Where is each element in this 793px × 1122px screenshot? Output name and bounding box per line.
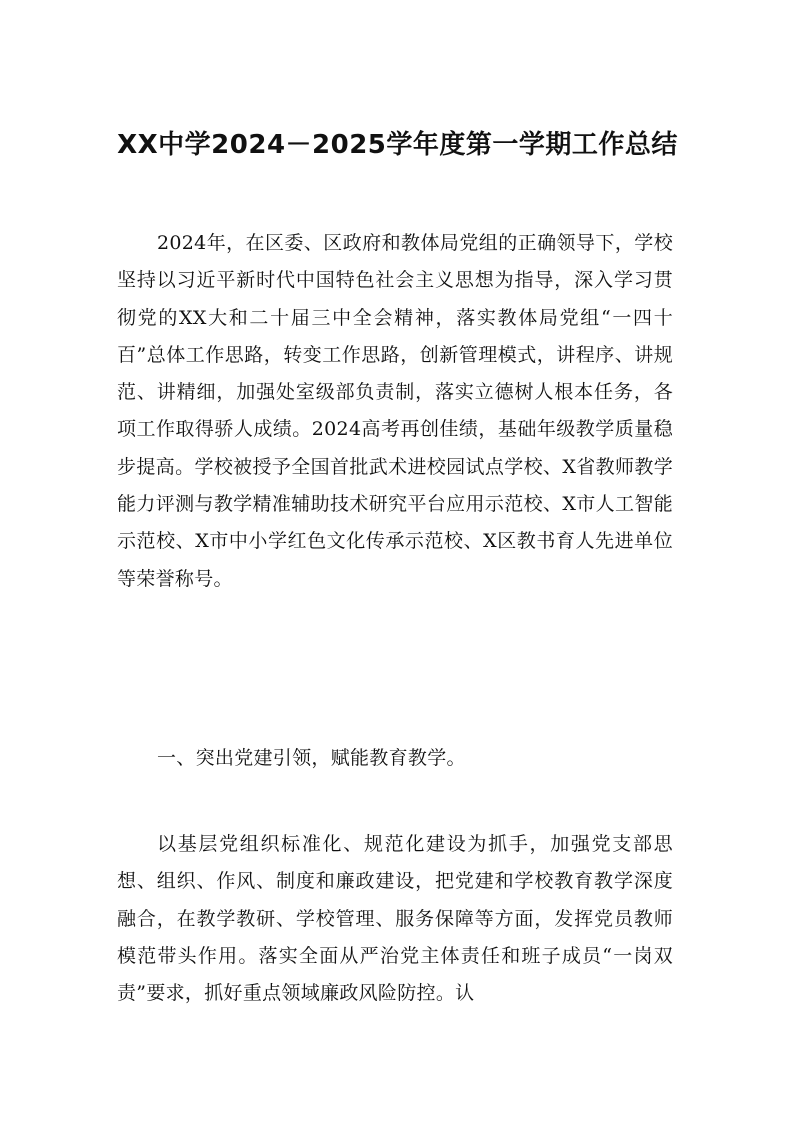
section-paragraph: 以基层党组织标准化、规范化建设为抓手，加强党支部思想、组织、作风、制度和廉政建设，把党建和学校教育教学深度融合，在教学教研、学校管理、服务保障等方面，发挥党员教师模范带头作用。落实全面从严治党主体责任和班子成员“一岗双责”要求，抓好重点领域廉政风险防控。认: [117, 833, 673, 1005]
section-heading: 一、突出党建引领，赋能教育教学。: [157, 747, 466, 769]
intro-paragraph: 2024年，在区委、区政府和教体局党组的正确领导下，学校坚持以习近平新时代中国特色社会主义思想为指导，深入学习贯彻党的XX大和二十届三中全会精神，落实教体局党组“一四十百”总体工作思路，转变工作思路，创新管理模式，讲程序、讲规范、讲精细，加强处室级部负责制，落实立德树人根本任务，各项工作取得骄人成绩。2024高考再创佳绩，基础年级教学质量稳步提高。学校被授予全国首批武术进校园试点学校、X省教师教学能力评测与教学精准辅助技术研究平台应用示范校、X市人工智能示范校、X市中小学红色文化传承示范校、X区教书育人先进单位等荣誉称号。: [117, 232, 673, 590]
document-title: XX中学2024－2025学年度第一学期工作总结: [117, 130, 678, 160]
